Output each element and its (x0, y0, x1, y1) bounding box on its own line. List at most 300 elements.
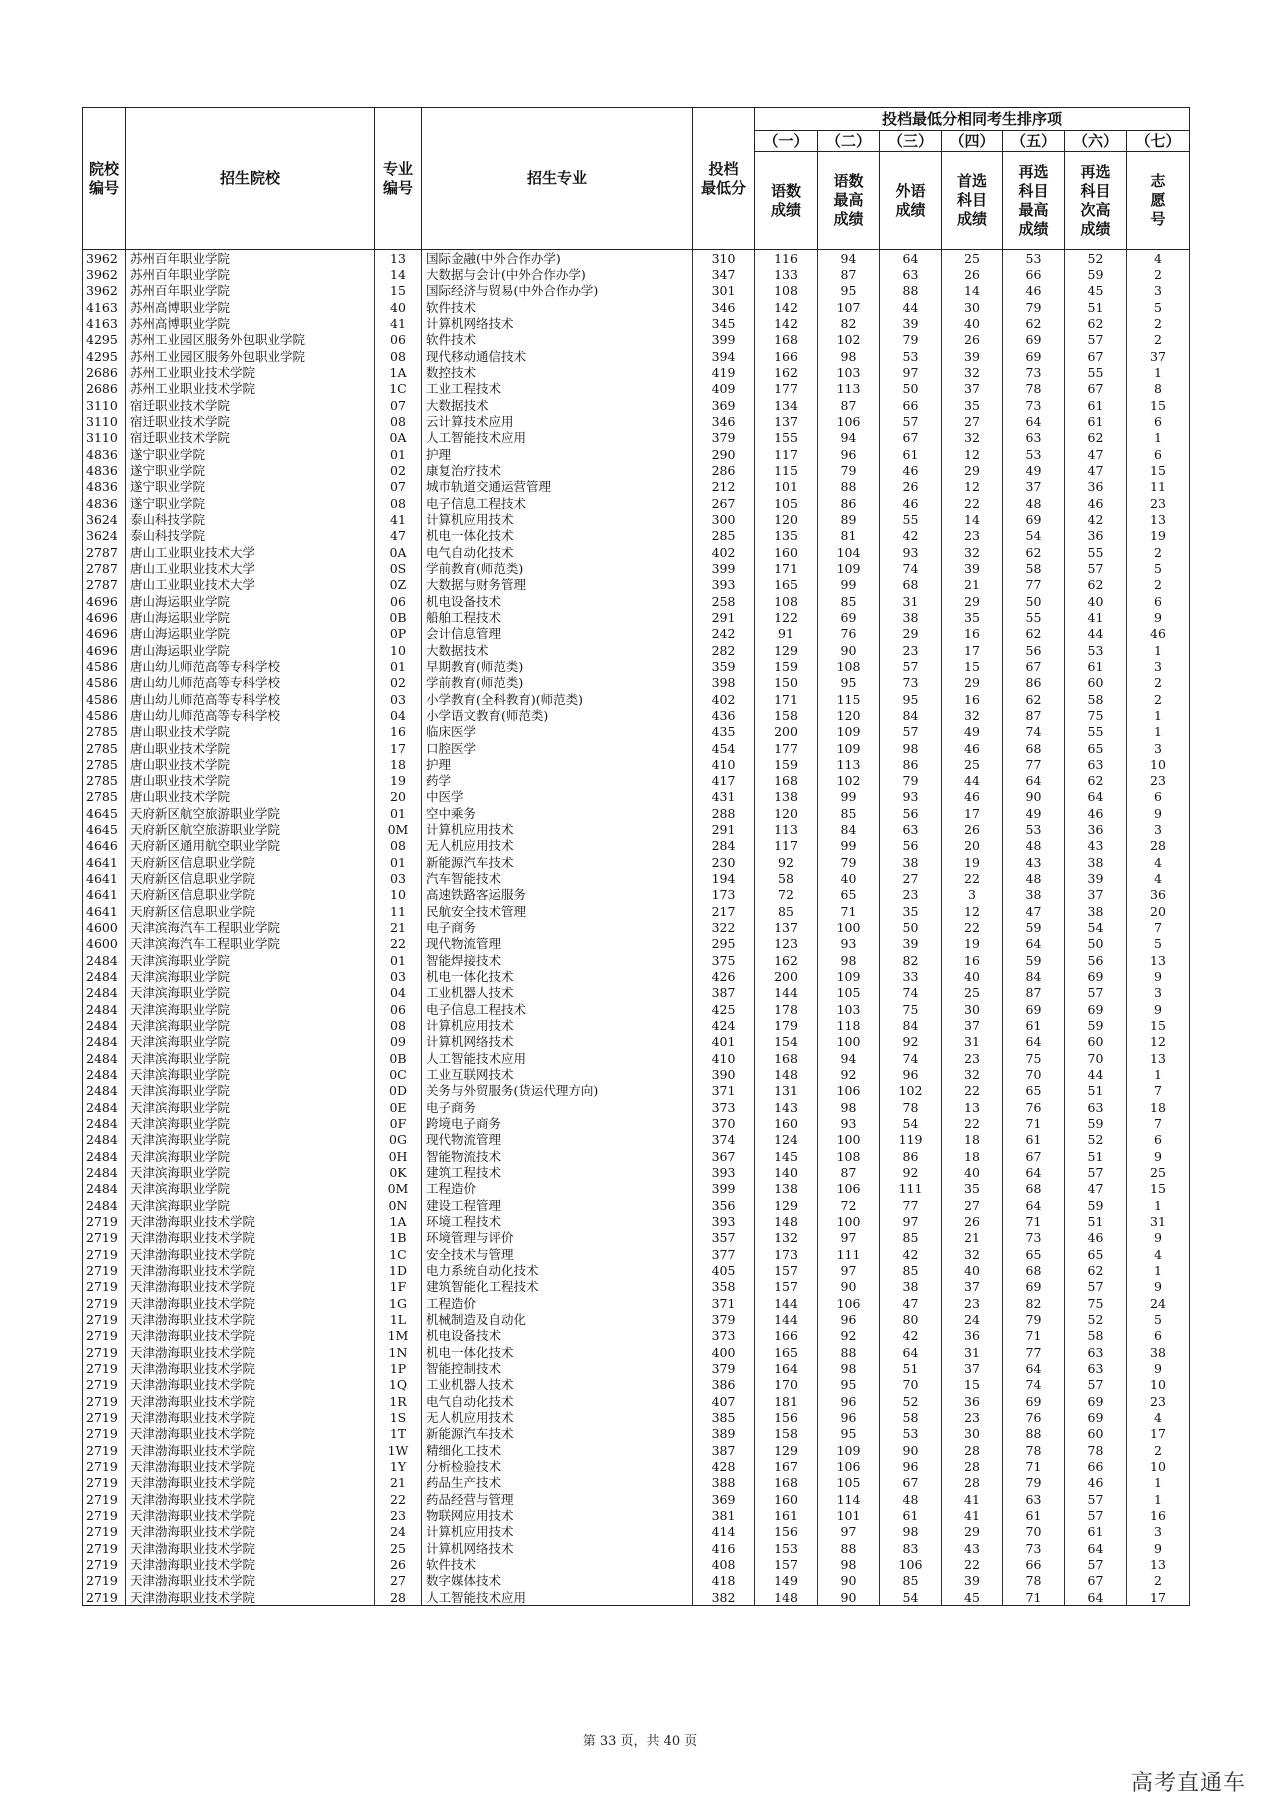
cell-score-4: 13 (942, 1099, 1003, 1115)
table-row (83, 789, 1190, 805)
cell-score-5: 74 (1003, 724, 1065, 740)
cell-score-4: 29 (942, 675, 1003, 691)
cell-score-1: 116 (755, 250, 818, 267)
cell-min-score: 322 (693, 919, 755, 935)
cell-score-6: 51 (1065, 1148, 1127, 1164)
cell-major-name: 护理 (422, 756, 693, 772)
cell-major-name: 关务与外贸服务(货运代理方向) (422, 1083, 693, 1099)
cell-score-4: 23 (942, 1409, 1003, 1425)
table-row (83, 1540, 1190, 1556)
header-school-code: 院校 编号 (83, 108, 126, 250)
cell-score-6: 41 (1065, 609, 1127, 625)
cell-school-code: 4836 (83, 479, 126, 495)
cell-score-4: 22 (942, 919, 1003, 935)
cell-score-1: 157 (755, 1556, 818, 1572)
cell-score-4: 31 (942, 1344, 1003, 1360)
cell-score-7: 9 (1127, 805, 1190, 821)
cell-major-name: 智能焊接技术 (422, 952, 693, 968)
header-item-6: 再选 科目 次高 成绩 (1065, 152, 1127, 250)
cell-score-1: 120 (755, 805, 818, 821)
cell-min-score: 428 (693, 1458, 755, 1474)
cell-score-4: 32 (942, 544, 1003, 560)
cell-min-score: 291 (693, 821, 755, 837)
cell-score-2: 102 (818, 773, 880, 789)
cell-major-code: 03 (375, 968, 422, 984)
cell-major-name: 汽车智能技术 (422, 870, 693, 886)
cell-major-code: 1G (375, 1295, 422, 1311)
cell-school-code: 2719 (83, 1262, 126, 1278)
cell-score-4: 37 (942, 1360, 1003, 1376)
table-row (83, 315, 1190, 331)
cell-score-5: 76 (1003, 1409, 1065, 1425)
cell-score-1: 200 (755, 968, 818, 984)
cell-score-7: 9 (1127, 609, 1190, 625)
cell-score-1: 165 (755, 577, 818, 593)
cell-school-name: 天津渤海职业技术学院 (126, 1328, 375, 1344)
cell-school-name: 天津渤海职业技术学院 (126, 1524, 375, 1540)
cell-score-5: 62 (1003, 544, 1065, 560)
cell-score-6: 67 (1065, 381, 1127, 397)
cell-score-1: 177 (755, 381, 818, 397)
cell-school-code: 3962 (83, 283, 126, 299)
cell-school-name: 天府新区航空旅游职业学院 (126, 805, 375, 821)
cell-major-name: 大数据技术 (422, 642, 693, 658)
cell-score-3: 85 (880, 1262, 942, 1278)
cell-major-code: 0G (375, 1132, 422, 1148)
cell-score-6: 57 (1065, 1279, 1127, 1295)
cell-major-name: 船舶工程技术 (422, 609, 693, 625)
cell-school-code: 3110 (83, 413, 126, 429)
cell-min-score: 356 (693, 1197, 755, 1213)
cell-score-3: 75 (880, 1001, 942, 1017)
cell-major-code: 08 (375, 413, 422, 429)
cell-score-7: 9 (1127, 1230, 1190, 1246)
cell-score-7: 1 (1127, 1066, 1190, 1082)
cell-score-3: 63 (880, 266, 942, 282)
cell-score-3: 78 (880, 1099, 942, 1115)
cell-school-code: 2719 (83, 1540, 126, 1556)
table-row (83, 1148, 1190, 1164)
cell-school-code: 2785 (83, 789, 126, 805)
cell-major-code: 25 (375, 1540, 422, 1556)
table-row (83, 1115, 1190, 1131)
cell-major-code: 07 (375, 397, 422, 413)
cell-score-5: 48 (1003, 495, 1065, 511)
cell-major-name: 智能控制技术 (422, 1360, 693, 1376)
cell-score-6: 62 (1065, 773, 1127, 789)
page-footer: 第 33 页，共 40 页 (582, 1734, 698, 1749)
cell-min-score: 426 (693, 968, 755, 984)
cell-min-score: 345 (693, 315, 755, 331)
cell-score-6: 60 (1065, 1426, 1127, 1442)
cell-min-score: 399 (693, 332, 755, 348)
cell-school-name: 苏州百年职业学院 (126, 266, 375, 282)
cell-major-name: 机电设备技术 (422, 1328, 693, 1344)
cell-score-7: 2 (1127, 675, 1190, 691)
cell-score-2: 120 (818, 707, 880, 723)
cell-score-3: 86 (880, 1148, 942, 1164)
cell-major-name: 小学教育(全科教育)(师范类) (422, 691, 693, 707)
cell-school-name: 天府新区信息职业学院 (126, 870, 375, 886)
cell-school-code: 2484 (83, 1099, 126, 1115)
cell-major-name: 安全技术与管理 (422, 1246, 693, 1262)
cell-school-code: 2719 (83, 1442, 126, 1458)
cell-score-4: 12 (942, 446, 1003, 462)
cell-major-code: 0H (375, 1148, 422, 1164)
cell-school-name: 唐山幼儿师范高等专科学校 (126, 707, 375, 723)
cell-major-name: 大数据与财务管理 (422, 577, 693, 593)
cell-major-code: 11 (375, 903, 422, 919)
cell-score-5: 87 (1003, 985, 1065, 1001)
cell-score-3: 48 (880, 1491, 942, 1507)
cell-score-3: 97 (880, 364, 942, 380)
cell-score-3: 39 (880, 315, 942, 331)
cell-major-code: 02 (375, 462, 422, 478)
cell-major-name: 空中乘务 (422, 805, 693, 821)
cell-score-5: 66 (1003, 266, 1065, 282)
cell-major-code: 01 (375, 805, 422, 821)
table-row (83, 528, 1190, 544)
cell-major-code: 02 (375, 675, 422, 691)
cell-major-name: 机电一体化技术 (422, 968, 693, 984)
cell-major-code: 0S (375, 560, 422, 576)
cell-score-7: 13 (1127, 952, 1190, 968)
cell-major-code: 08 (375, 495, 422, 511)
cell-score-6: 45 (1065, 283, 1127, 299)
cell-school-name: 唐山幼儿师范高等专科学校 (126, 658, 375, 674)
cell-major-name: 人工智能技术应用 (422, 1589, 693, 1606)
cell-major-name: 机电一体化技术 (422, 528, 693, 544)
cell-score-4: 18 (942, 1132, 1003, 1148)
cell-score-4: 35 (942, 609, 1003, 625)
cell-score-6: 57 (1065, 1377, 1127, 1393)
cell-school-name: 苏州百年职业学院 (126, 283, 375, 299)
cell-major-name: 无人机应用技术 (422, 1409, 693, 1425)
cell-min-score: 419 (693, 364, 755, 380)
cell-score-2: 95 (818, 675, 880, 691)
cell-score-3: 74 (880, 1050, 942, 1066)
cell-score-5: 58 (1003, 560, 1065, 576)
cell-score-2: 71 (818, 903, 880, 919)
cell-score-5: 53 (1003, 446, 1065, 462)
cell-school-code: 4295 (83, 348, 126, 364)
cell-score-6: 59 (1065, 1197, 1127, 1213)
cell-score-3: 83 (880, 1540, 942, 1556)
cell-major-code: 0E (375, 1099, 422, 1115)
cell-school-name: 天津渤海职业技术学院 (126, 1295, 375, 1311)
cell-school-name: 天津滨海汽车工程职业学院 (126, 919, 375, 935)
cell-score-5: 79 (1003, 1311, 1065, 1327)
cell-min-score: 310 (693, 250, 755, 267)
cell-major-name: 机械制造及自动化 (422, 1311, 693, 1327)
cell-score-4: 43 (942, 1540, 1003, 1556)
cell-score-7: 4 (1127, 1246, 1190, 1262)
cell-score-1: 148 (755, 1213, 818, 1229)
cell-school-code: 4586 (83, 707, 126, 723)
table-row (83, 887, 1190, 903)
cell-major-code: 0D (375, 1083, 422, 1099)
cell-school-code: 2785 (83, 724, 126, 740)
cell-school-name: 唐山海运职业学院 (126, 626, 375, 642)
table-row (83, 593, 1190, 609)
table-row (83, 577, 1190, 593)
cell-score-5: 69 (1003, 1279, 1065, 1295)
cell-score-5: 82 (1003, 1295, 1065, 1311)
cell-major-name: 数控技术 (422, 364, 693, 380)
cell-score-5: 48 (1003, 870, 1065, 886)
cell-school-code: 2719 (83, 1426, 126, 1442)
cell-major-code: 22 (375, 1491, 422, 1507)
cell-score-2: 65 (818, 887, 880, 903)
cell-score-7: 6 (1127, 789, 1190, 805)
cell-major-name: 工业互联网技术 (422, 1066, 693, 1082)
cell-major-name: 城市轨道交通运营管理 (422, 479, 693, 495)
cell-major-code: 17 (375, 740, 422, 756)
cell-score-6: 42 (1065, 511, 1127, 527)
cell-school-code: 2719 (83, 1344, 126, 1360)
cell-school-code: 2484 (83, 1017, 126, 1033)
table-row (83, 903, 1190, 919)
cell-major-name: 建设工程管理 (422, 1197, 693, 1213)
cell-major-code: 08 (375, 1017, 422, 1033)
cell-score-5: 77 (1003, 756, 1065, 772)
cell-score-6: 50 (1065, 936, 1127, 952)
table-row (83, 560, 1190, 576)
cell-min-score: 402 (693, 544, 755, 560)
cell-score-6: 60 (1065, 675, 1127, 691)
cell-score-4: 32 (942, 364, 1003, 380)
cell-school-code: 2719 (83, 1507, 126, 1523)
cell-score-2: 109 (818, 724, 880, 740)
cell-score-4: 14 (942, 283, 1003, 299)
cell-score-3: 79 (880, 773, 942, 789)
cell-score-6: 38 (1065, 903, 1127, 919)
cell-school-code: 2785 (83, 740, 126, 756)
cell-score-6: 61 (1065, 397, 1127, 413)
cell-school-name: 天津渤海职业技术学院 (126, 1213, 375, 1229)
cell-score-1: 165 (755, 1344, 818, 1360)
cell-school-name: 天津滨海汽车工程职业学院 (126, 936, 375, 952)
cell-score-4: 3 (942, 887, 1003, 903)
cell-school-name: 天府新区信息职业学院 (126, 887, 375, 903)
cell-score-5: 77 (1003, 1344, 1065, 1360)
cell-score-1: 168 (755, 1050, 818, 1066)
cell-school-code: 2719 (83, 1491, 126, 1507)
cell-score-2: 95 (818, 1426, 880, 1442)
cell-school-name: 天府新区信息职业学院 (126, 903, 375, 919)
cell-school-name: 唐山工业职业技术大学 (126, 560, 375, 576)
cell-score-1: 153 (755, 1540, 818, 1556)
cell-score-2: 113 (818, 381, 880, 397)
cell-major-code: 1T (375, 1426, 422, 1442)
table-row (83, 1050, 1190, 1066)
cell-min-score: 414 (693, 1524, 755, 1540)
cell-school-name: 苏州百年职业学院 (126, 250, 375, 267)
cell-score-1: 150 (755, 675, 818, 691)
cell-score-3: 64 (880, 1344, 942, 1360)
cell-major-name: 工业机器人技术 (422, 985, 693, 1001)
cell-score-3: 27 (880, 870, 942, 886)
cell-score-2: 96 (818, 1393, 880, 1409)
cell-school-name: 遂宁职业学院 (126, 446, 375, 462)
cell-min-score: 382 (693, 1589, 755, 1606)
cell-score-2: 76 (818, 626, 880, 642)
cell-score-5: 77 (1003, 577, 1065, 593)
cell-score-4: 18 (942, 1148, 1003, 1164)
cell-score-2: 89 (818, 511, 880, 527)
cell-score-7: 9 (1127, 1001, 1190, 1017)
cell-school-code: 2719 (83, 1524, 126, 1540)
cell-score-6: 65 (1065, 740, 1127, 756)
cell-min-score: 393 (693, 1164, 755, 1180)
cell-major-code: 26 (375, 1556, 422, 1572)
cell-major-name: 电子商务 (422, 1099, 693, 1115)
cell-score-4: 22 (942, 1083, 1003, 1099)
cell-major-code: 0B (375, 1050, 422, 1066)
cell-score-4: 23 (942, 1295, 1003, 1311)
cell-major-name: 民航安全技术管理 (422, 903, 693, 919)
cell-min-score: 291 (693, 609, 755, 625)
cell-major-code: 09 (375, 1034, 422, 1050)
table-row (83, 626, 1190, 642)
cell-min-score: 390 (693, 1066, 755, 1082)
cell-major-code: 1F (375, 1279, 422, 1295)
cell-major-code: 1C (375, 381, 422, 397)
cell-score-2: 90 (818, 1573, 880, 1589)
cell-score-2: 106 (818, 1181, 880, 1197)
table-row (83, 413, 1190, 429)
cell-min-score: 393 (693, 577, 755, 593)
cell-school-code: 2719 (83, 1246, 126, 1262)
cell-min-score: 410 (693, 1050, 755, 1066)
cell-score-2: 108 (818, 658, 880, 674)
cell-score-2: 94 (818, 430, 880, 446)
cell-min-score: 357 (693, 1230, 755, 1246)
cell-score-7: 6 (1127, 1132, 1190, 1148)
cell-major-code: 0A (375, 544, 422, 560)
cell-score-4: 40 (942, 315, 1003, 331)
cell-min-score: 286 (693, 462, 755, 478)
cell-score-6: 47 (1065, 462, 1127, 478)
table-row (83, 609, 1190, 625)
cell-score-3: 55 (880, 511, 942, 527)
table-row (83, 462, 1190, 478)
cell-score-7: 28 (1127, 838, 1190, 854)
cell-major-name: 计算机应用技术 (422, 511, 693, 527)
cell-min-score: 369 (693, 1491, 755, 1507)
cell-score-2: 115 (818, 691, 880, 707)
cell-score-4: 35 (942, 397, 1003, 413)
cell-score-2: 113 (818, 756, 880, 772)
header-item-1: 语数 成绩 (755, 152, 818, 250)
cell-score-3: 84 (880, 707, 942, 723)
cell-score-1: 142 (755, 315, 818, 331)
cell-score-3: 39 (880, 936, 942, 952)
cell-score-4: 28 (942, 1458, 1003, 1474)
cell-score-4: 40 (942, 1262, 1003, 1278)
cell-major-code: 1D (375, 1262, 422, 1278)
cell-score-4: 37 (942, 1017, 1003, 1033)
cell-score-4: 29 (942, 593, 1003, 609)
cell-score-5: 70 (1003, 1524, 1065, 1540)
table-row (83, 1426, 1190, 1442)
cell-score-6: 62 (1065, 315, 1127, 331)
cell-score-6: 69 (1065, 1001, 1127, 1017)
cell-major-name: 大数据与会计(中外合作办学) (422, 266, 693, 282)
cell-school-code: 4163 (83, 299, 126, 315)
cell-score-4: 30 (942, 299, 1003, 315)
cell-score-7: 5 (1127, 936, 1190, 952)
cell-school-code: 4295 (83, 332, 126, 348)
cell-school-name: 天津渤海职业技术学院 (126, 1475, 375, 1491)
cell-score-1: 200 (755, 724, 818, 740)
cell-score-7: 38 (1127, 1344, 1190, 1360)
cell-score-1: 117 (755, 446, 818, 462)
cell-score-6: 36 (1065, 821, 1127, 837)
cell-score-3: 54 (880, 1589, 942, 1606)
table-row (83, 1066, 1190, 1082)
cell-score-5: 37 (1003, 479, 1065, 495)
table-row (83, 446, 1190, 462)
cell-score-1: 134 (755, 397, 818, 413)
cell-major-code: 15 (375, 283, 422, 299)
cell-major-code: 19 (375, 773, 422, 789)
cell-score-6: 64 (1065, 1589, 1127, 1606)
cell-score-3: 26 (880, 479, 942, 495)
cell-score-3: 57 (880, 724, 942, 740)
header-item-7: 志 愿 号 (1127, 152, 1190, 250)
cell-score-1: 178 (755, 1001, 818, 1017)
cell-score-2: 97 (818, 1262, 880, 1278)
table-row (83, 1279, 1190, 1295)
cell-score-1: 133 (755, 266, 818, 282)
header-order-5: （五） (1003, 131, 1065, 152)
cell-min-score: 393 (693, 1213, 755, 1229)
cell-min-score: 435 (693, 724, 755, 740)
cell-score-3: 98 (880, 740, 942, 756)
cell-school-name: 天津渤海职业技术学院 (126, 1442, 375, 1458)
cell-score-4: 15 (942, 658, 1003, 674)
cell-major-name: 分析检验技术 (422, 1458, 693, 1474)
cell-score-6: 62 (1065, 577, 1127, 593)
cell-score-2: 94 (818, 250, 880, 267)
table-row (83, 1589, 1190, 1606)
cell-min-score: 282 (693, 642, 755, 658)
cell-min-score: 288 (693, 805, 755, 821)
cell-school-name: 天津滨海职业学院 (126, 1099, 375, 1115)
cell-major-name: 建筑工程技术 (422, 1164, 693, 1180)
cell-score-3: 38 (880, 609, 942, 625)
cell-major-code: 1R (375, 1393, 422, 1409)
cell-score-2: 88 (818, 1540, 880, 1556)
cell-score-6: 59 (1065, 1115, 1127, 1131)
cell-min-score: 173 (693, 887, 755, 903)
cell-major-name: 物联网应用技术 (422, 1507, 693, 1523)
cell-score-3: 58 (880, 1409, 942, 1425)
cell-score-2: 109 (818, 968, 880, 984)
cell-school-name: 苏州工业职业技术学院 (126, 364, 375, 380)
cell-score-1: 113 (755, 821, 818, 837)
cell-score-6: 55 (1065, 724, 1127, 740)
cell-min-score: 417 (693, 773, 755, 789)
cell-score-6: 47 (1065, 1181, 1127, 1197)
cell-school-code: 4600 (83, 936, 126, 952)
table-row (83, 724, 1190, 740)
cell-major-code: 16 (375, 724, 422, 740)
cell-score-5: 46 (1003, 283, 1065, 299)
cell-score-7: 9 (1127, 1148, 1190, 1164)
cell-score-7: 9 (1127, 968, 1190, 984)
